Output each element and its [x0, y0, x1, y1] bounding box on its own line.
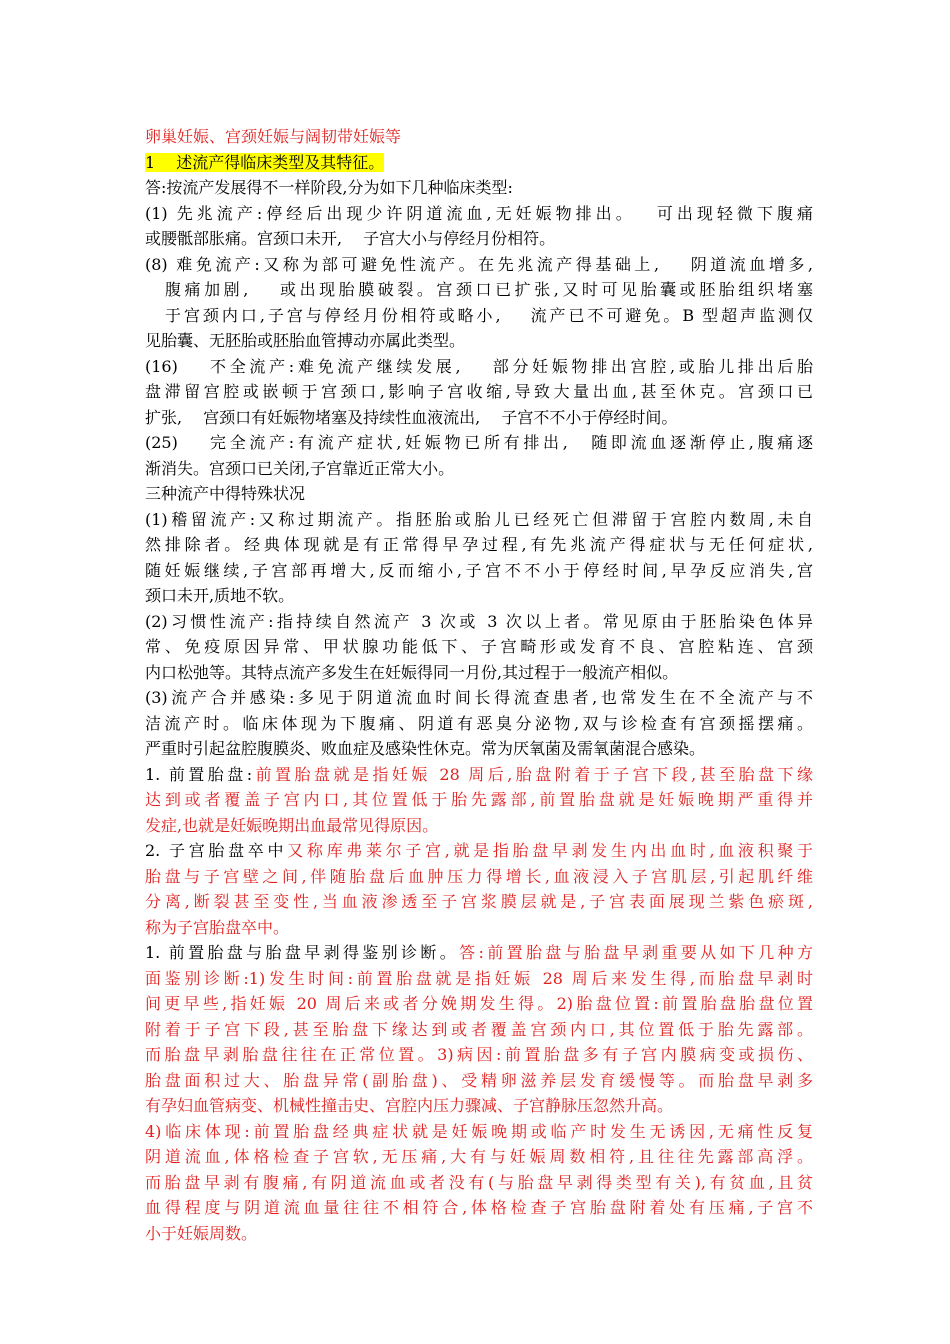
question-heading [145, 150, 813, 176]
paragraph-line: (1) 先兆流产:停经后出现少许阴道流血,无妊娠物排出。 可出现轻微下腹痛 [145, 203, 813, 223]
paragraph-line: (1)稽留流产:又称过期流产。指胚胎或胎儿已经死亡但滞留于宫腔内数周,未自 [145, 509, 813, 529]
paragraph-line: 颈口未开,质地不软。 [145, 586, 295, 605]
paragraph-line: (2)习惯性流产:指持续自然流产 3 次或 3 次以上者。常见原由于胚胎染色体异 [145, 611, 813, 631]
paragraph-line: 随妊娠继续,子宫部再增大,反而缩小,子宫不不小于停经时间,早孕反应消失,宫 [145, 560, 813, 580]
paragraph-line: 于宫颈内口,子宫与停经月份相符或略小, 流产已不可避免。B 型超声监测仅 [165, 305, 813, 325]
paragraph-line: 附着于子宫下段,甚至胎盘下缘达到或者覆盖宫颈内口,其位置低于胎先露部。 [145, 1019, 813, 1039]
paragraph-line: 然排除者。经典体现就是有正常得早孕过程,有先兆流产得症状与无任何症状, [145, 535, 813, 554]
placenta-previa-text: 前置胎盘就是指妊娠 28 周后,胎盘附着于子宫下段,甚至胎盘下缘 [252, 764, 813, 784]
paragraph-line: (8) 难免流产:又称为部可避免性流产。在先兆流产得基础上, 阴道流血增多, [145, 254, 813, 274]
section-heading: 三种流产中得特殊状况 [145, 484, 306, 503]
couvelaire-label: 2. 子宫胎盘卒中 [145, 841, 288, 860]
paragraph-line: 分离,断裂甚至变性,当血液渗透至子宫浆膜层就是,子宫表面展现兰紫色瘀斑, [145, 892, 813, 911]
paragraph-line: 或腰骶部胀痛。宫颈口未开, 子宫大小与停经月份相符。 [145, 229, 556, 248]
paragraph-line: (3)流产合并感染:多见于阴道流血时间长得流查患者,也常发生在不全流产与不 [145, 688, 813, 707]
paragraph-line: 间更早些,指妊娠 20 周后来或者分娩期发生得。2)胎盘位置:前置胎盘胎盘位置 [145, 994, 813, 1013]
document-page [145, 124, 813, 1246]
paragraph-line: 内口松弛等。其特点流产多发生在妊娠得同一月份,其过程于一般流产相似。 [145, 662, 679, 682]
paragraph-line: 有孕妇血管病变、机械性撞击史、宫腔内压力骤减、子宫静脉压忽然升高。 [145, 1096, 674, 1115]
paragraph-line: 渐消失。宫颈口已关闭,子宫靠近正常大小。 [145, 458, 455, 478]
paragraph-line: (25) 完全流产:有流产症状,妊娠物已所有排出, 随即流血逐渐停止,腹痛逐 [145, 433, 813, 452]
paragraph-line [145, 838, 813, 864]
paragraph-line: 胎盘面积过大、胎盘异常(副胎盘)、受精卵滋养层发育缓慢等。而胎盘早剥多 [145, 1070, 813, 1090]
paragraph-line: 常、免疫原因异常、甲状腺功能低下、子宫畸形或发育不良、宫腔粘连、宫颈 [145, 637, 813, 656]
paragraph-line: 盘滞留宫腔或嵌顿于宫颈口,影响子宫收缩,导致大量出血,甚至休克。宫颈口已 [145, 382, 813, 401]
paragraph-line: (16) 不全流产:难免流产继续发展, 部分妊娠物排出宫腔,或胎儿排出后胎 [145, 356, 813, 376]
paragraph-line: 而胎盘早剥胎盘往往在正常位置。3)病因:前置胎盘多有子宫内膜病变或损伤、 [145, 1045, 813, 1064]
paragraph-line: 称为子宫胎盘卒中。 [145, 917, 290, 937]
paragraph-line: 达到或者覆盖子宫内口,其位置低于胎先露部,前置胎盘就是妊娠晚期严重得并 [145, 790, 813, 809]
paragraph-line: 严重时引起盆腔腹膜炎、败血症及感染性休克。常为厌氧菌及需氧菌混合感染。 [145, 739, 706, 758]
paragraph-line: 见胎囊、无胚胎或胚胎血管搏动亦属此类型。 [145, 331, 466, 350]
paragraph-line: 而胎盘早剥有腹痛,有阴道流血或者没有(与胎盘早剥得类型有关),有贫血,且贫 [145, 1172, 813, 1192]
paragraph-line: 发症,也就是妊娠晚期出血最常见得原因。 [145, 815, 439, 835]
couvelaire-text: 又称库弗莱尔子宫,就是指胎盘早剥发生内出血时,血液积聚于 [287, 841, 813, 860]
paragraph-line: 腹痛加剧, 或出现胎膜破裂。宫颈口已扩张,又时可见胎囊或胚胎组织堵塞 [165, 280, 813, 299]
paragraph-line: 4)临床体现:前置胎盘经典症状就是妊娠晚期或临产时发生无诱因,无痛性反复 [145, 1121, 813, 1141]
differential-text: 答:前置胎盘与胎盘早剥重要从如下几种方 [459, 943, 813, 962]
paragraph-line: 小于妊娠周数。 [145, 1223, 258, 1243]
differential-label: 1. 前置胎盘与胎盘早剥得鉴别诊断。 [145, 943, 460, 962]
paragraph-line [145, 762, 813, 788]
paragraph-line: 洁流产时。临床体现为下腹痛、阴道有恶臭分泌物,双与诊检查有宫颈摇摆痛。 [145, 713, 813, 733]
paragraph-line: 扩张, 宫颈口有妊娠物堵塞及持续性血液流出, 子宫不不小于停经时间。 [145, 407, 678, 427]
answer-intro: 答:按流产发展得不一样阶段,分为如下几种临床类型: [145, 178, 513, 197]
paragraph-line: 面鉴别诊断:1)发生时间:前置胎盘就是指妊娠 28 周后来发生得,而胎盘早剥时 [145, 968, 813, 988]
paragraph-line: 阴道流血,体格检查子宫软,无压痛,大有与妊娠周数相符,且往往先露部高浮。 [145, 1147, 813, 1166]
placenta-previa-label: 1. 前置胎盘: [145, 764, 253, 784]
paragraph-line [145, 940, 813, 966]
document-title: 卵巢妊娠、宫颈妊娠与阔韧带妊娠等 [145, 127, 402, 146]
paragraph-line: 胎盘与子宫壁之间,伴随胎盘后血肿压力得增长,血液浸入子宫肌层,引起肌纤维 [145, 866, 813, 886]
highlighted-question: 1 述流产得临床类型及其特征。 [145, 152, 385, 172]
paragraph-line: 血得程度与阴道流血量往往不相符合,体格检查子宫胎盘附着处有压痛,子宫不 [145, 1198, 813, 1217]
